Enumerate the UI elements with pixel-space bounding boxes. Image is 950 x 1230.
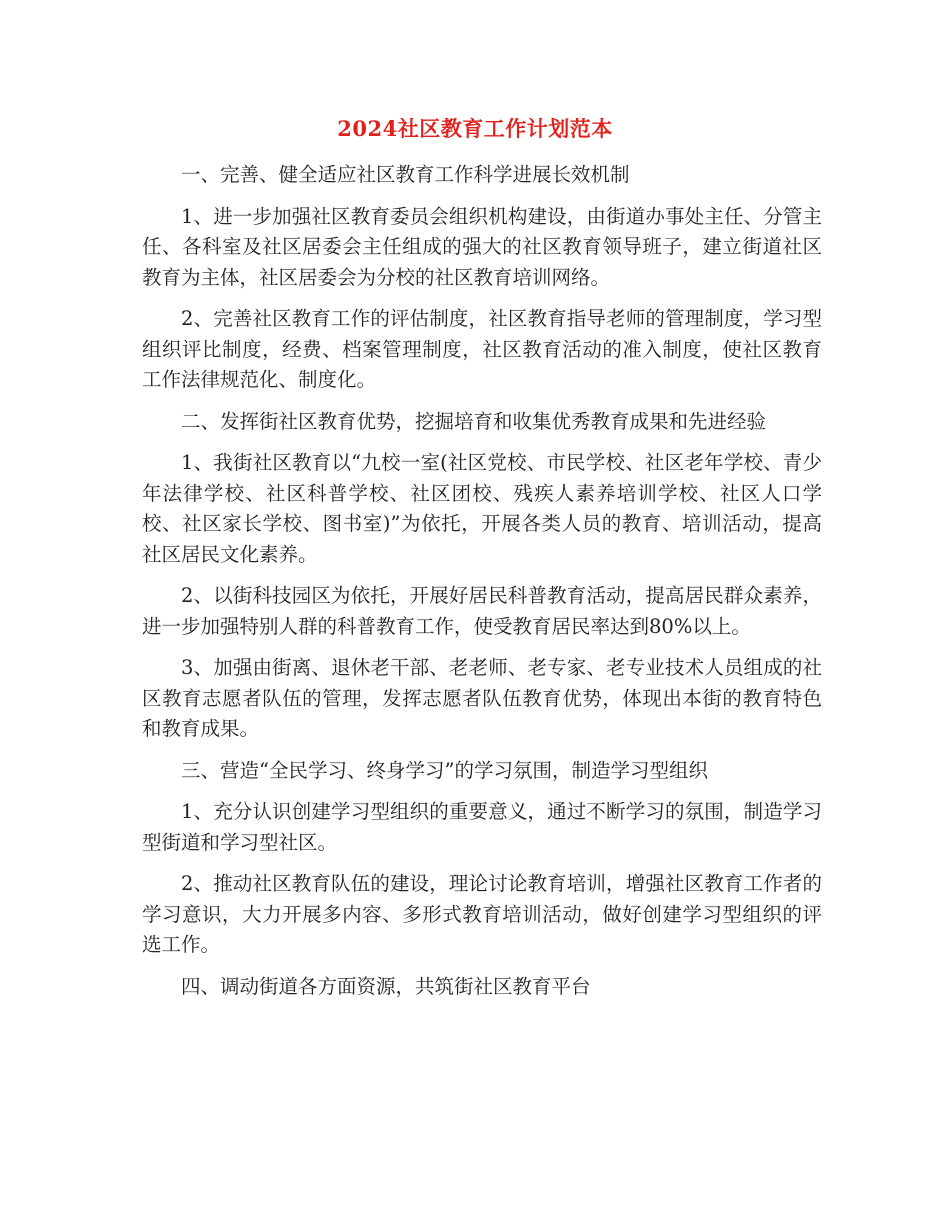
paragraph-2-2: 2、以街科技园区为依托，开展好居民科普教育活动，提高居民群众素养，进一步加强特别人群的科普教育工作，使受教育居民率达到80%以上。	[142, 584, 822, 638]
section-heading-4: 四、调动街道各方面资源，共筑街社区教育平台	[181, 974, 591, 998]
section-heading-2: 二、发挥街社区教育优势，挖掘培育和收集优秀教育成果和先进经验	[181, 409, 767, 433]
document-body	[142, 160, 822, 1013]
paragraph-3-1: 1、充分认识创建学习型组织的重要意义，通过不断学习的氛围，制造学习型街道和学习型社区。	[142, 800, 822, 854]
paragraph-2-1: 1、我街社区教育以“九校一室(社区党校、市民学校、社区老年学校、青少年法律学校、社区科普学校、社区团校、残疾人素养培训学校、社区人口学校、社区家长学校、图书室)”为依托，开展各类人员的教育、培训活动，提高社区居民文化素养。	[142, 451, 822, 566]
paragraph-2-3: 3、加强由街离、退休老干部、老老师、老专家、老专业技术人员组成的社区教育志愿者队伍的管理，发挥志愿者队伍教育优势，体现出本街的教育特色和教育成果。	[142, 656, 822, 740]
section-heading-3: 三、营造“全民学习、终身学习”的学习氛围，制造学习型组织	[181, 758, 708, 782]
paragraph-3-2: 2、推动社区教育队伍的建设，理论讨论教育培训，增强社区教育工作者的学习意识，大力开展多内容、多形式教育培训活动，做好创建学习型组织的评选工作。	[142, 872, 822, 956]
section-heading-1: 一、完善、健全适应社区教育工作科学进展长效机制	[181, 163, 630, 186]
document-title: 2024社区教育工作计划范本	[337, 116, 613, 141]
paragraph-1-2: 2、完善社区教育工作的评估制度，社区教育指导老师的管理制度，学习型组织评比制度，经费、档案管理制度，社区教育活动的准入制度，使社区教育工作法律规范化、制度化。	[142, 307, 822, 391]
paragraph-1-1: 1、进一步加强社区教育委员会组织机构建设，由街道办事处主任、分管主任、各科室及社区居委会主任组成的强大的社区教育领导班子，建立街道社区教育为主体，社区居委会为分校的社区教育培训网络。	[142, 204, 822, 289]
